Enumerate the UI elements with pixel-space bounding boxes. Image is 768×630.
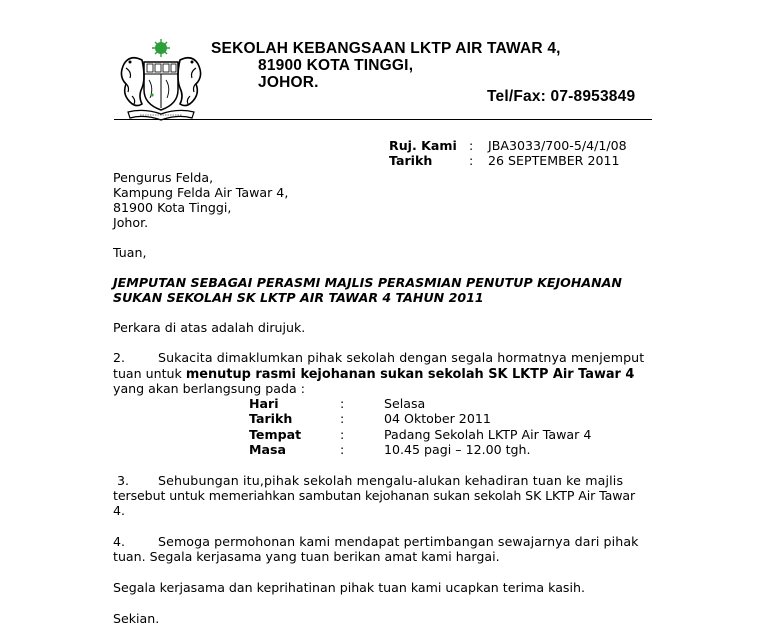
date-label: Tarikh bbox=[389, 153, 433, 168]
detail-label-masa: Masa bbox=[249, 442, 287, 457]
para2-line-2-bold: menutup rasmi kejohanan sukan sekolah SK LKTP Air Tawar 4 bbox=[185, 367, 635, 382]
thanks-text: Segala kerjasama dan keprihatinan pihak tuan kami ucapkan terima kasih. bbox=[113, 580, 585, 595]
detail-value-tempat: Padang Sekolah LKTP Air Tawar 4 bbox=[384, 427, 592, 442]
school-crest-logo bbox=[114, 38, 206, 124]
ref-label: Ruj. Kami bbox=[389, 138, 457, 153]
salutation: Tuan, bbox=[113, 245, 147, 260]
para3-line-3: 4. bbox=[113, 503, 126, 518]
detail-colon-tempat: : bbox=[340, 427, 345, 442]
intro-text: Perkara di atas adalah dirujuk. bbox=[113, 320, 306, 335]
header-divider bbox=[114, 119, 652, 120]
para2-number: 2. bbox=[113, 350, 126, 365]
para4-line-2: tuan. Segala kerjasama yang tuan berikan amat kami hargai. bbox=[113, 549, 500, 564]
recipient-line-4: Johor. bbox=[113, 215, 149, 230]
ref-value: JBA3033/700-5/4/1/08 bbox=[488, 138, 627, 153]
detail-value-tarikh: 04 Oktober 2011 bbox=[384, 411, 491, 426]
para3-line-1: Sehubungan itu,pihak sekolah mengalu-alukan kehadiran tuan ke majlis bbox=[158, 473, 624, 488]
detail-colon-tarikh: : bbox=[340, 411, 345, 426]
closing-text: Sekian. bbox=[113, 611, 160, 626]
school-postcode-city: 81900 KOTA TINGGI, bbox=[258, 57, 414, 74]
recipient-line-2: Kampung Felda Air Tawar 4, bbox=[113, 185, 289, 200]
detail-value-masa: 10.45 pagi – 12.00 tgh. bbox=[384, 442, 531, 457]
school-name: SEKOLAH KEBANGSAAN LKTP AIR TAWAR 4, bbox=[211, 40, 561, 57]
para4-line-1: Semoga permohonan kami mendapat pertimbangan sewajarnya dari pihak bbox=[158, 534, 639, 549]
subject-line-1: JEMPUTAN SEBAGAI PERASMI MAJLIS PERASMIAN PENUTUP KEJOHANAN bbox=[113, 275, 622, 290]
detail-label-hari: Hari bbox=[249, 396, 279, 411]
para3-number: 3. bbox=[117, 473, 130, 488]
para2-line-1: Sukacita dimaklumkan pihak sekolah dengan segala hormatnya menjemput bbox=[158, 350, 645, 365]
recipient-line-3: 81900 Kota Tinggi, bbox=[113, 200, 232, 215]
detail-label-tarikh: Tarikh bbox=[249, 411, 293, 426]
date-value: 26 SEPTEMBER 2011 bbox=[488, 153, 620, 168]
school-state: JOHOR. bbox=[258, 74, 319, 91]
subject-line-2: SUKAN SEKOLAH SK LKTP AIR TAWAR 4 TAHUN 2011 bbox=[113, 290, 484, 305]
detail-label-tempat: Tempat bbox=[249, 427, 302, 442]
para2-line-2-prefix: tuan untuk bbox=[113, 366, 186, 381]
ref-colon: : bbox=[469, 138, 474, 153]
detail-colon-masa: : bbox=[340, 442, 345, 457]
para2-line-3: yang akan berlangsung pada : bbox=[113, 381, 305, 396]
para3-line-2: tersebut untuk memeriahkan sambutan kejohanan sukan sekolah SK LKTP Air Tawar bbox=[113, 488, 636, 503]
para2-line-2 bbox=[113, 366, 634, 382]
recipient-line-1: Pengurus Felda, bbox=[113, 170, 214, 185]
telfax: Tel/Fax: 07-8953849 bbox=[487, 88, 636, 105]
para4-number: 4. bbox=[113, 534, 126, 549]
detail-colon-hari: : bbox=[340, 396, 345, 411]
date-colon: : bbox=[469, 153, 474, 168]
detail-value-hari: Selasa bbox=[384, 396, 426, 411]
